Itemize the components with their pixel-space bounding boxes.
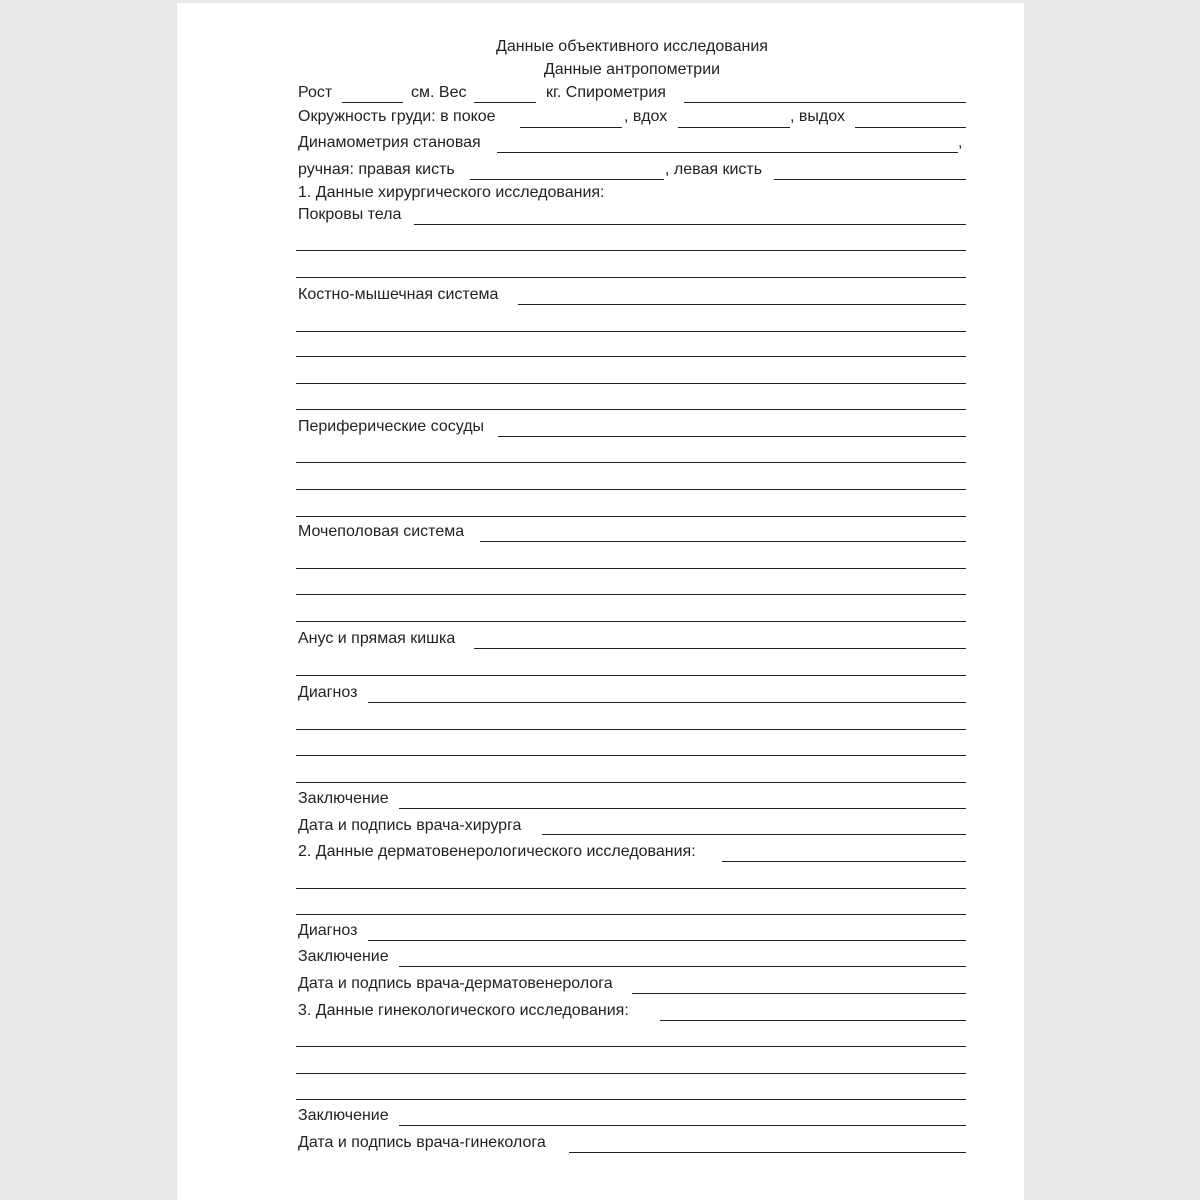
weight-field[interactable] <box>474 102 536 103</box>
skin-field[interactable] <box>414 224 966 225</box>
musculoskeletal-line[interactable] <box>296 409 966 410</box>
vessels-field[interactable] <box>498 436 966 437</box>
derma-heading: 2. Данные дерматовенерологического исследования: <box>298 843 696 860</box>
surgical-diagnosis-line[interactable] <box>296 755 966 756</box>
derma-diagnosis-label: Диагноз <box>298 922 358 939</box>
anus-label: Анус и прямая кишка <box>298 630 456 647</box>
spirometry-label: кг. Спирометрия <box>546 84 666 101</box>
anus-line[interactable] <box>296 675 966 676</box>
hand-left-label: , левая кисть <box>665 161 763 178</box>
weight-label: см. Вес <box>411 84 467 101</box>
derma-diagnosis-field[interactable] <box>368 940 966 941</box>
hand-left-field[interactable] <box>774 179 966 180</box>
document-title: Данные объективного исследования <box>496 38 768 55</box>
musculoskeletal-line[interactable] <box>296 356 966 357</box>
gynecologist-signature-field[interactable] <box>569 1152 966 1153</box>
gyn-conclusion-field[interactable] <box>399 1125 966 1126</box>
gynecologist-signature-label: Дата и подпись врача-гинеколога <box>298 1134 546 1151</box>
chest-inhale-field[interactable] <box>678 127 790 128</box>
surgical-conclusion-field[interactable] <box>399 808 966 809</box>
gyn-line[interactable] <box>296 1073 966 1074</box>
surgical-heading: 1. Данные хирургического исследования: <box>298 184 605 201</box>
gyn-heading: 3. Данные гинекологического исследования: <box>298 1002 629 1019</box>
dermatologist-signature-label: Дата и подпись врача-дерматовенеролога <box>298 975 613 992</box>
gyn-field[interactable] <box>660 1020 966 1021</box>
vessels-line[interactable] <box>296 489 966 490</box>
form-content <box>298 0 966 1200</box>
spirometry-field[interactable] <box>684 102 966 103</box>
surgical-diagnosis-line[interactable] <box>296 729 966 730</box>
surgical-diagnosis-line[interactable] <box>296 782 966 783</box>
vessels-line[interactable] <box>296 516 966 517</box>
gyn-line[interactable] <box>296 1099 966 1100</box>
gyn-line[interactable] <box>296 1046 966 1047</box>
chest-exhale-field[interactable] <box>855 127 966 128</box>
musculoskeletal-line[interactable] <box>296 383 966 384</box>
surgical-conclusion-label: Заключение <box>298 790 389 807</box>
derma-conclusion-label: Заключение <box>298 948 389 965</box>
chest-exhale-label: , выдох <box>790 108 845 125</box>
vessels-line[interactable] <box>296 462 966 463</box>
chest-inhale-label: , вдох <box>624 108 668 125</box>
anus-field[interactable] <box>474 648 966 649</box>
derma-line[interactable] <box>296 888 966 889</box>
hand-right-label: ручная: правая кисть <box>298 161 455 178</box>
urogenital-line[interactable] <box>296 621 966 622</box>
derma-conclusion-field[interactable] <box>399 966 966 967</box>
height-field[interactable] <box>342 102 403 103</box>
dynamometry-label: Динамометрия становая <box>298 134 481 151</box>
dynamometry-field[interactable] <box>497 152 958 153</box>
surgeon-signature-field[interactable] <box>542 834 966 835</box>
derma-line[interactable] <box>296 914 966 915</box>
skin-line[interactable] <box>296 250 966 251</box>
dynamometry-comma: , <box>958 134 963 151</box>
urogenital-line[interactable] <box>296 594 966 595</box>
chest-rest-label: Окружность груди: в покое <box>298 108 496 125</box>
chest-rest-field[interactable] <box>520 127 622 128</box>
dermatologist-signature-field[interactable] <box>632 993 966 994</box>
surgeon-signature-label: Дата и подпись врача-хирурга <box>298 817 522 834</box>
document-subtitle: Данные антропометрии <box>543 61 721 78</box>
surgical-diagnosis-label: Диагноз <box>298 684 358 701</box>
height-label: Рост <box>298 84 333 101</box>
urogenital-label: Мочеполовая система <box>298 523 465 540</box>
surgical-diagnosis-field[interactable] <box>368 702 966 703</box>
gyn-conclusion-label: Заключение <box>298 1107 389 1124</box>
musculoskeletal-field[interactable] <box>518 304 966 305</box>
musculoskeletal-line[interactable] <box>296 331 966 332</box>
derma-field[interactable] <box>722 861 966 862</box>
musculoskeletal-label: Костно-мышечная система <box>298 286 499 303</box>
skin-label: Покровы тела <box>298 206 402 223</box>
urogenital-line[interactable] <box>296 568 966 569</box>
hand-right-field[interactable] <box>470 179 664 180</box>
vessels-label: Периферические сосуды <box>298 418 485 435</box>
skin-line[interactable] <box>296 277 966 278</box>
urogenital-field[interactable] <box>480 541 966 542</box>
